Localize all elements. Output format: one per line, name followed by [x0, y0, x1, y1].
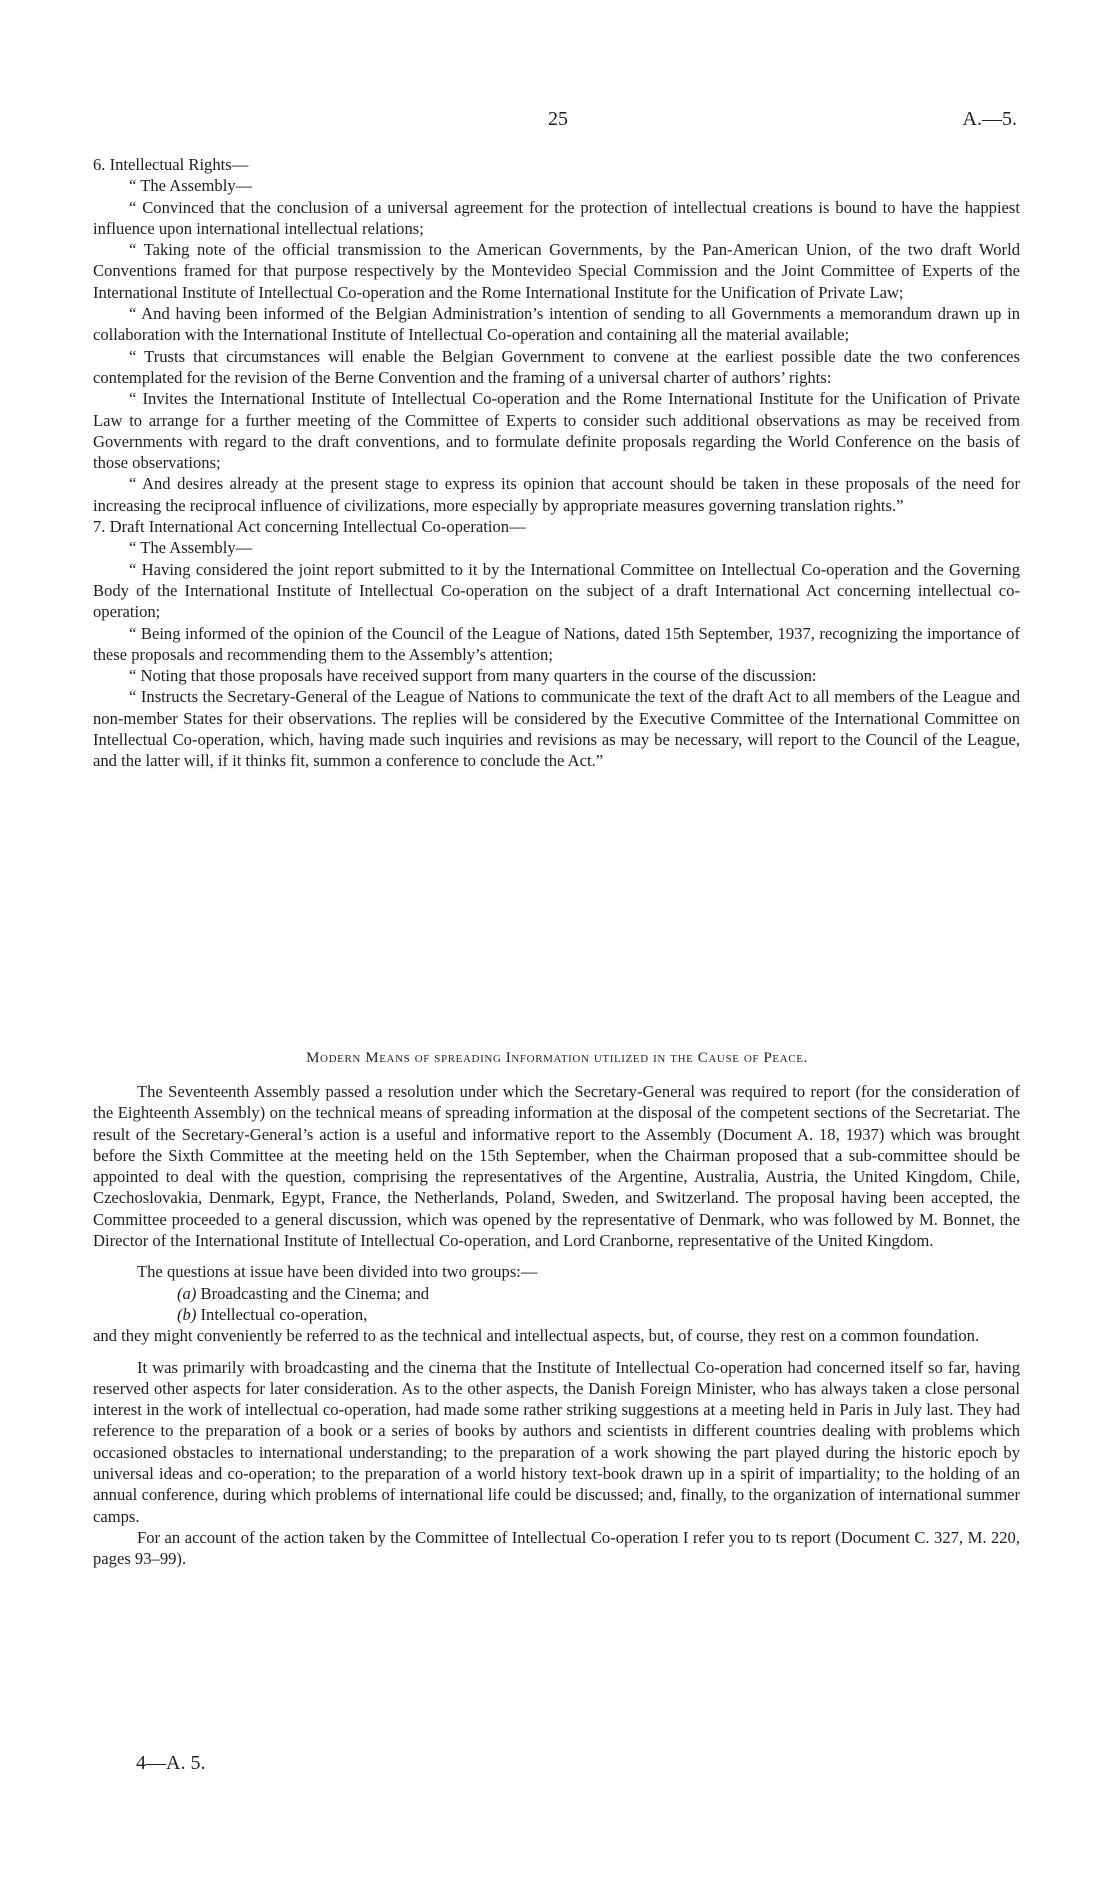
- section-6-intellectual-rights: [93, 154, 1020, 772]
- list-marker: (a): [177, 1283, 197, 1303]
- modern-means-paragraph: The questions at issue have been divided into two groups:—: [137, 1262, 538, 1282]
- section-7-assembly: “ The Assembly—: [129, 538, 253, 558]
- page-number: 25: [548, 108, 568, 130]
- list-item-text: Broadcasting and the Cinema; and: [200, 1283, 430, 1303]
- section-6-paragraph: “ Invites the International Institute of Intellectual Co-operation and the Rome International Institute for the Unification of Private Law to arrange for a further meeting of the Committee of Experts to consider such additional observations as may be received from Governments with regard to the draft conventions, and to formulate definite proposals regarding the World Conference on the basis of those observations;: [93, 389, 1020, 473]
- section-6-paragraph: “ Taking note of the official transmission to the American Governments, by the Pan-American Union, of the two draft World Conventions framed for that purpose respectively by the Montevideo Special Commission and the Joint Committee of Experts of the International Institute of Intellectual Co-operation and the Rome International Institute for the Unification of Private Law;: [93, 240, 1020, 302]
- modern-means-paragraph: For an account of the action taken by the Committee of Intellectual Co-operation I refer you to ts report (Document C. 327, M. 220, pages 93–99).: [93, 1527, 1020, 1569]
- modern-means-paragraph: and they might conveniently be referred to as the technical and intellectual aspects, but, of course, they rest on a common foundation.: [93, 1326, 980, 1346]
- modern-means-paragraph: The Seventeenth Assembly passed a resolution under which the Secretary-General was required to report (for the consideration of the Eighteenth Assembly) on the technical means of spreading information at the disposal of the competent sections of the Secretariat. The result of the Secretary-General’s action is a useful and informative report to the Assembly (Document A. 18, 1937) which was brought before the Sixth Committee at the meeting held on the 15th September, when the Chairman proposed that a sub-committee should be appointed to deal with the question, comprising the representatives of the Argentine, Australia, Austria, the United Kingdom, Chile, Czechoslovakia, Denmark, Egypt, France, the Netherlands, Poland, Sweden, and Switzerland. The proposal having been accepted, the Committee proceeded to a general discussion, which was opened by the representative of Denmark, who was followed by M. Bonnet, the Director of the International Institute of Intellectual Co-operation, and Lord Cranborne, representative of the United Kingdom.: [93, 1082, 1020, 1251]
- section-7-paragraph: “ Having considered the joint report submitted to it by the International Committee on Intellectual Co-operation and the Governing Body of the International Institute of Intellectual Co-operation on the subject of a draft International Act concerning intellectual co-operation;: [93, 559, 1020, 622]
- section-6-paragraph: “ And desires already at the present stage to express its opinion that account should be taken in these proposals of the need for increasing the reciprocal influence of civilizations, more especially by appropriate measures governing translation rights.”: [93, 474, 1020, 515]
- section-6-paragraph: “ Trusts that circumstances will enable the Belgian Government to convene at the earliest possible date the two conferences contemplated for the revision of the Berne Convention and the framing of a universal charter of authors’ rights:: [93, 346, 1020, 387]
- section-7-paragraph: “ Being informed of the opinion of the Council of the League of Nations, dated 15th September, 1937, recognizing the importance of these proposals and recommending them to the Assembly’s attention;: [93, 623, 1020, 664]
- question-groups-list: [93, 1283, 1020, 1326]
- list-item-text: Intellectual co-operation,: [200, 1304, 368, 1324]
- list-item: [177, 1283, 1020, 1304]
- list-marker: (b): [177, 1304, 197, 1324]
- modern-means-title: Modern Means of spreading Information utilized in the Cause of Peace.: [306, 1050, 808, 1066]
- section-7-paragraph: “ Noting that those proposals have received support from many quarters in the course of the discussion:: [129, 666, 817, 686]
- page-signature: 4—A. 5.: [136, 1752, 206, 1774]
- section-6-assembly: “ The Assembly—: [129, 176, 253, 196]
- section-6-paragraph: “ And having been informed of the Belgian Administration’s intention of sending to all Governments a memorandum drawn up in collaboration with the International Institute of Intellectual Co-operation and containing all the material available;: [93, 304, 1020, 345]
- document-reference: A.—5.: [962, 108, 1017, 130]
- list-item: [177, 1304, 1020, 1325]
- modern-means-section: [93, 1081, 1020, 1570]
- section-7-paragraph: “ Instructs the Secretary-General of the League of Nations to communicate the text of the draft Act to all members of the League and non-member States for their observations. The replies will be considered by the Executive Committee of the International Committee on Intellectual Co-operation, which, having made such inquiries and revisions as may be necessary, will report to the Council of the League, and the latter will, if it thinks fit, summon a conference to conclude the Act.”: [93, 687, 1020, 771]
- section-7-heading: 7. Draft International Act concerning Intellectual Co-operation—: [93, 517, 526, 537]
- modern-means-paragraph: It was primarily with broadcasting and the cinema that the Institute of Intellectual Co-operation had concerned itself so far, having reserved other aspects for later consideration. As to the other aspects, the Danish Foreign Minister, who has always taken a close personal interest in the work of intellectual co-operation, had made some rather striking suggestions at a meeting held in Paris in July last. They had reference to the preparation of a book or a series of books by authors and scientists in different countries dealing with problems which occasioned obstacles to international understanding; to the preparation of a work showing the part played during the historic epoch by universal ideas and co-operation; to the preparation of a world history text-book drawn up in a spirit of impartiality; to the holding of an annual conference, during which problems of international life could be discussed; and, finally, to the organization of international summer camps.: [93, 1357, 1020, 1526]
- section-6-heading: 6. Intellectual Rights—: [93, 155, 249, 174]
- section-6-paragraph: “ Convinced that the conclusion of a universal agreement for the protection of intellectual creations is bound to have the happiest influence upon international intellectual relations;: [93, 197, 1020, 238]
- page-header: [0, 108, 1114, 138]
